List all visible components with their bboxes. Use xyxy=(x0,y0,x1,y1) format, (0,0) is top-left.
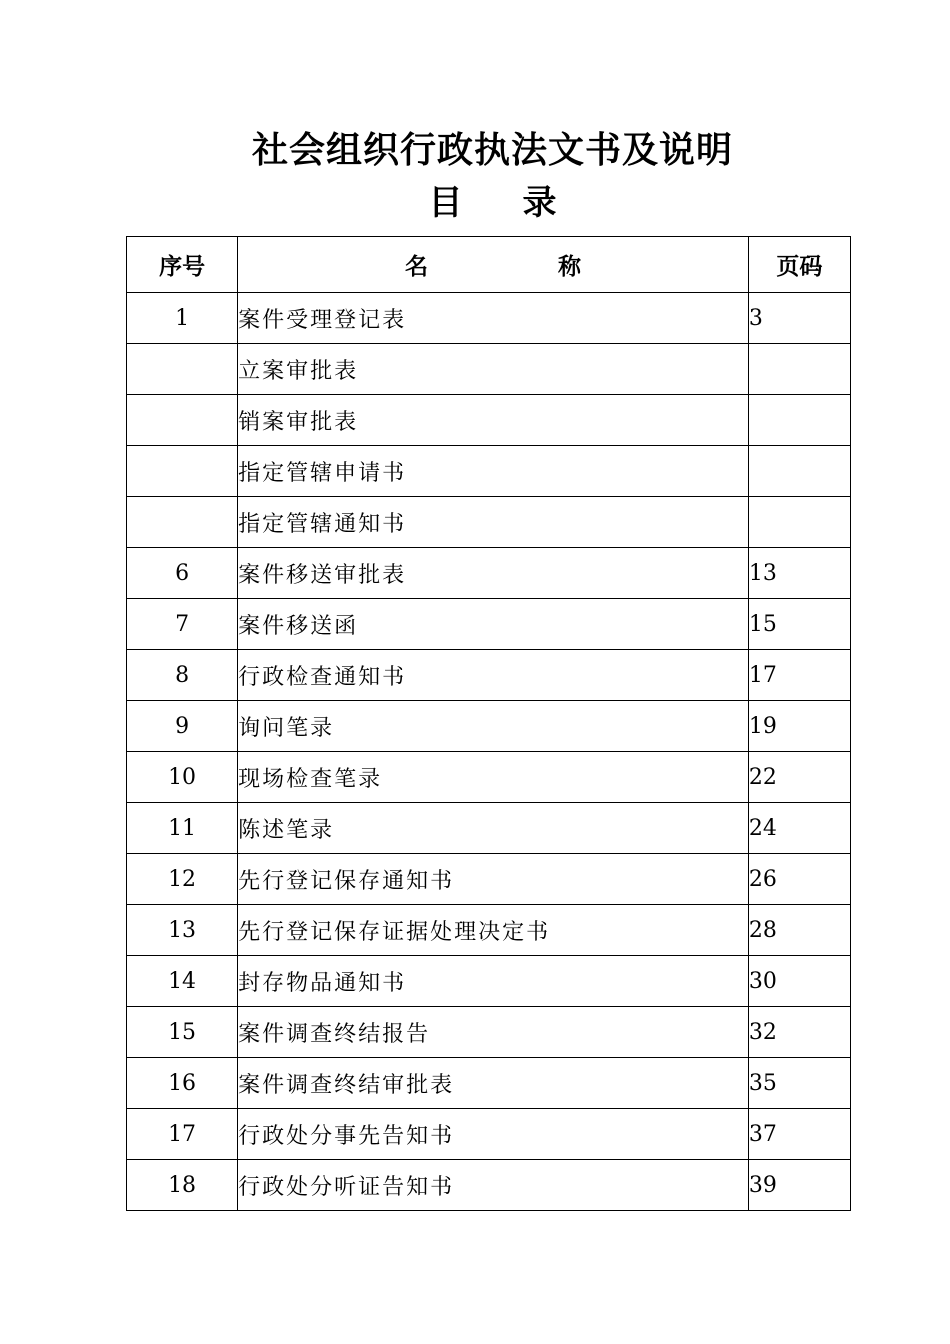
row-page-number xyxy=(748,446,850,497)
row-document-name: 询问笔录 xyxy=(238,701,749,752)
table-row xyxy=(127,701,851,752)
table-row xyxy=(127,1109,851,1160)
table-of-contents xyxy=(126,236,851,1211)
header-name-left: 名 xyxy=(404,254,428,280)
row-page-number: 37 xyxy=(748,1109,850,1160)
row-page-number: 17 xyxy=(748,650,850,701)
row-page-number: 24 xyxy=(748,803,850,854)
table-row xyxy=(127,548,851,599)
row-number: 8 xyxy=(127,650,238,701)
row-number xyxy=(127,344,238,395)
row-page-number: 39 xyxy=(748,1160,850,1211)
table-row xyxy=(127,293,851,344)
row-page-number: 28 xyxy=(748,905,850,956)
table-row xyxy=(127,854,851,905)
row-page-number: 26 xyxy=(748,854,850,905)
row-number: 15 xyxy=(127,1007,238,1058)
row-document-name: 案件移送函 xyxy=(238,599,749,650)
header-name xyxy=(238,237,749,293)
row-document-name: 指定管辖通知书 xyxy=(238,497,749,548)
row-number xyxy=(127,497,238,548)
row-number: 6 xyxy=(127,548,238,599)
table-row xyxy=(127,599,851,650)
row-number: 17 xyxy=(127,1109,238,1160)
row-number: 11 xyxy=(127,803,238,854)
header-page: 页码 xyxy=(748,237,850,293)
table-row xyxy=(127,650,851,701)
table-row xyxy=(127,905,851,956)
row-document-name: 封存物品通知书 xyxy=(238,956,749,1007)
row-document-name: 行政处分事先告知书 xyxy=(238,1109,749,1160)
row-number xyxy=(127,446,238,497)
document-title: 社会组织行政执法文书及说明 xyxy=(251,130,733,171)
row-page-number xyxy=(748,344,850,395)
row-document-name: 销案审批表 xyxy=(238,395,749,446)
document-subtitle xyxy=(0,178,950,228)
row-number: 13 xyxy=(127,905,238,956)
row-document-name: 立案审批表 xyxy=(238,344,749,395)
row-document-name: 案件受理登记表 xyxy=(238,293,749,344)
table-row xyxy=(127,803,851,854)
row-document-name: 行政检查通知书 xyxy=(238,650,749,701)
row-document-name: 行政处分听证告知书 xyxy=(238,1160,749,1211)
table-row xyxy=(127,1007,851,1058)
row-document-name: 先行登记保存证据处理决定书 xyxy=(238,905,749,956)
table-row xyxy=(127,395,851,446)
row-page-number: 32 xyxy=(748,1007,850,1058)
row-document-name: 指定管辖申请书 xyxy=(238,446,749,497)
row-number: 10 xyxy=(127,752,238,803)
row-page-number xyxy=(748,395,850,446)
row-number: 9 xyxy=(127,701,238,752)
table-row xyxy=(127,1160,851,1211)
table-row xyxy=(127,446,851,497)
table-row xyxy=(127,497,851,548)
row-page-number: 15 xyxy=(748,599,850,650)
row-number: 18 xyxy=(127,1160,238,1211)
row-number: 14 xyxy=(127,956,238,1007)
row-number: 1 xyxy=(127,293,238,344)
table-row xyxy=(127,956,851,1007)
row-page-number: 13 xyxy=(748,548,850,599)
header-number: 序号 xyxy=(127,237,238,293)
row-document-name: 案件调查终结审批表 xyxy=(238,1058,749,1109)
row-page-number: 3 xyxy=(748,293,850,344)
row-number: 16 xyxy=(127,1058,238,1109)
row-document-name: 先行登记保存通知书 xyxy=(238,854,749,905)
table-header-row xyxy=(127,237,851,293)
row-document-name: 案件移送审批表 xyxy=(238,548,749,599)
row-number xyxy=(127,395,238,446)
table-row xyxy=(127,752,851,803)
row-page-number: 22 xyxy=(748,752,850,803)
row-number: 12 xyxy=(127,854,238,905)
row-document-name: 陈述笔录 xyxy=(238,803,749,854)
table-row xyxy=(127,1058,851,1109)
row-page-number: 19 xyxy=(748,701,850,752)
header-name-right: 称 xyxy=(557,254,581,280)
row-document-name: 案件调查终结报告 xyxy=(238,1007,749,1058)
row-page-number: 35 xyxy=(748,1058,850,1109)
subtitle-left-char: 目 xyxy=(428,183,463,223)
row-page-number: 30 xyxy=(748,956,850,1007)
row-document-name: 现场检查笔录 xyxy=(238,752,749,803)
subtitle-right-char: 录 xyxy=(522,183,557,223)
table-row xyxy=(127,344,851,395)
row-number: 7 xyxy=(127,599,238,650)
row-page-number xyxy=(748,497,850,548)
